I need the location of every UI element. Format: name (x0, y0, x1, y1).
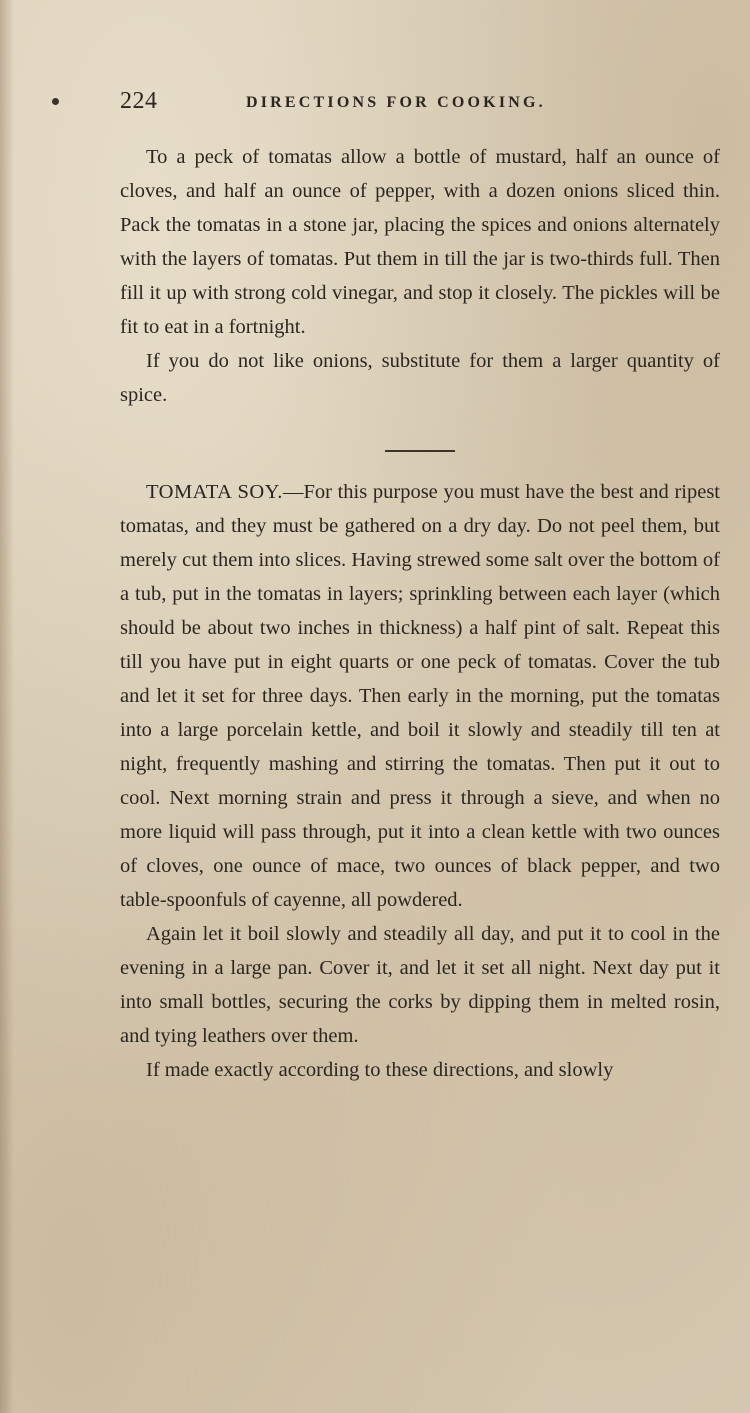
paragraph: To a peck of tomatas allow a bottle of mustard, half an ounce of cloves, and half an ounce of pepper, with a dozen onions sliced thin. Pack the tomatas in a stone jar, placing the spices and onions alternately with the layers of tomatas. Put them in till the jar is two-thirds full. Then fill it up with strong cold vinegar, and stop it closely. The pickles will be fit to eat in a fortnight. (120, 146, 720, 338)
running-head: DIRECTIONS FOR COOKING. (246, 94, 546, 111)
text-block-tomata-soy (120, 475, 720, 1087)
recipe-text: —For this purpose you must have the best and ripest tomatas, and they must be gathered on a dry day. Do not peel them, but merely cut them into slices. Having strewed some salt over the bottom of a tub, put in the tomatas in layers; sprinkling between each layer (which should be about two inches in thickness) a half pint of salt. Repeat this till you have put in eight quarts or one peck of tomatas. Cover the tub and let it set for three days. Then early in the morning, put the tomatas into a large porcelain kettle, and boil it slowly and steadily till ten at night, frequently mashing and stirring the tomatas. Then put it out to cool. Next morning strain and press it through a sieve, and when no more liquid will pass through, put it into a clean kettle with two ounces of cloves, one ounce of mace, two ounces of black pepper, and two table-spoonfuls of cayenne, all powdered. (120, 481, 720, 911)
margin-mark (52, 98, 59, 105)
paragraph: If you do not like onions, substitute for them a larger quantity of spice. (120, 350, 720, 406)
text-block-pickles (120, 140, 720, 412)
paragraph: Again let it boil slowly and steadily all day, and put it to cool in the evening in a large pan. Cover it, and let it set all night. Next day put it into small bottles, securing the corks by dipping them in melted rosin, and tying leathers over them. (120, 923, 720, 1047)
page-number: 224 (120, 88, 158, 114)
paragraph-tomata-soy (120, 475, 720, 917)
page-header (120, 88, 720, 118)
paragraph: If made exactly according to these directions, and slowly (146, 1059, 614, 1081)
recipe-heading: TOMATA SOY. (146, 481, 283, 503)
section-divider (385, 450, 455, 452)
page-edge-shadow (0, 0, 14, 1413)
